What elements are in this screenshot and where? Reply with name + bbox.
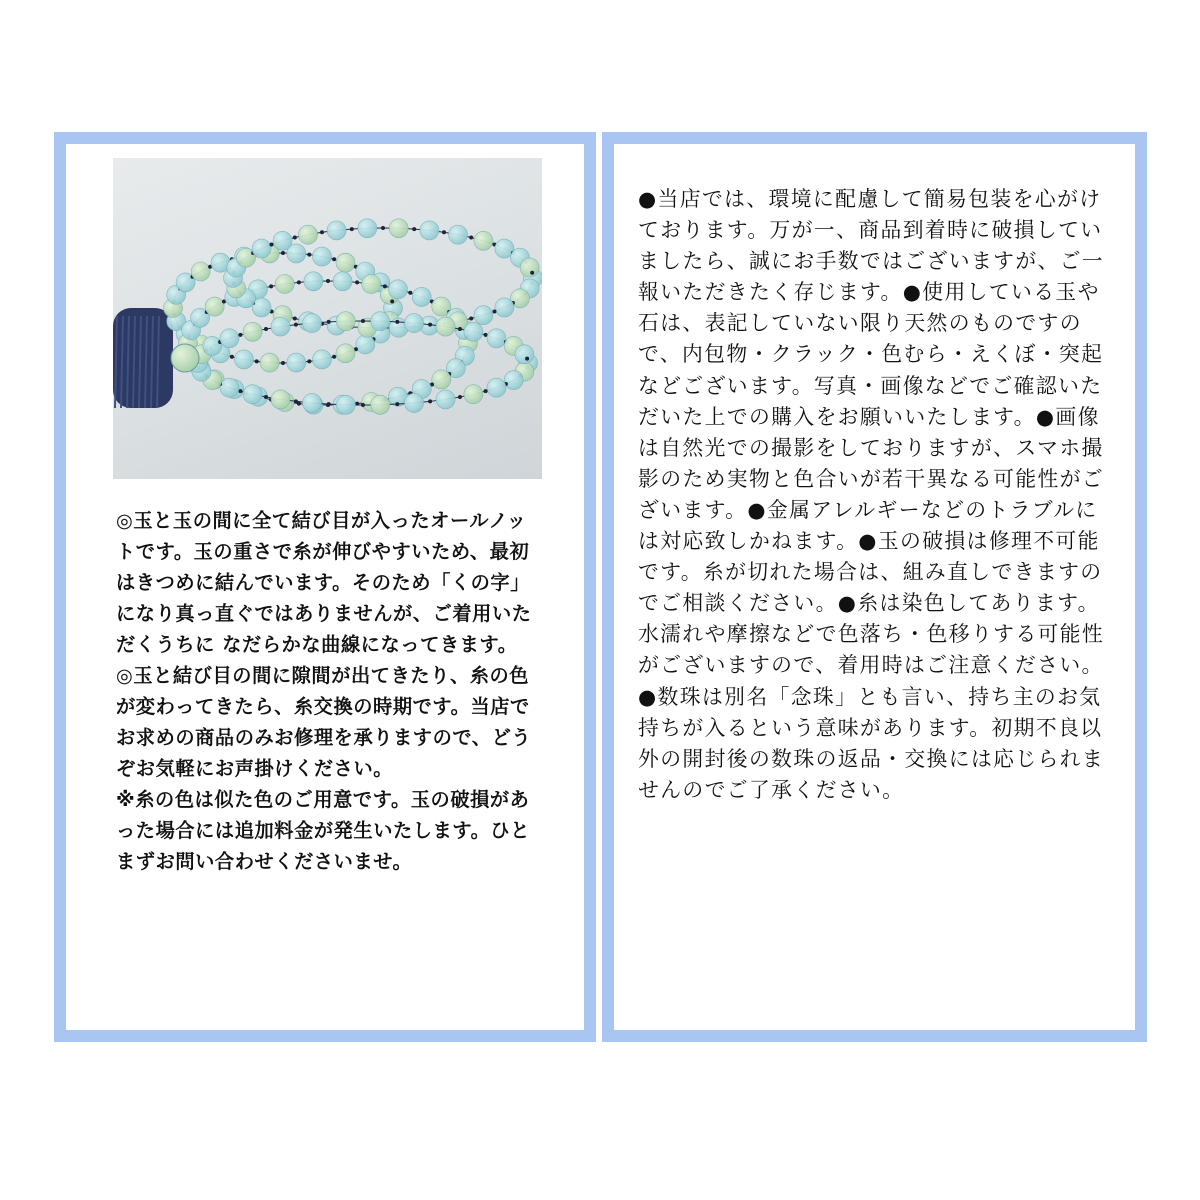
left-panel [54, 132, 596, 1042]
left-paragraph-3: ※糸の色は似た色のご用意です。玉の破損があった場合には追加料金が発生いたします。ひとまずお問い合わせくださいませ。 [116, 788, 531, 873]
right-notes [638, 184, 1108, 806]
left-paragraph-1: ◎玉と玉の間に全て結び目が入ったオールノットです。玉の重さで糸が伸びやすいため、最初はきつめに結んでいます。そのため「くの字」になり真っ直ぐではありませんが、ご着用いただくうちに なだらかな曲線になってきます。 [116, 509, 532, 656]
main-bead [171, 344, 199, 372]
tassel [113, 308, 173, 408]
left-panel-inner [66, 144, 584, 1030]
product-photo [113, 158, 542, 479]
left-description [116, 505, 541, 877]
right-panel-inner [614, 144, 1135, 1030]
right-panel [602, 132, 1147, 1042]
bead-necklace-image [113, 158, 542, 479]
left-paragraph-2: ◎玉と結び目の間に隙間が出てきたり、糸の色が変わってきたら、糸交換の時期です。当店でお求めの商品のみお修理を承りますので、どうぞお気軽にお声掛けください。 [116, 664, 532, 780]
right-notes-text: ●当店では、環境に配慮して簡易包装を心がけております。万が一、商品到着時に破損していましたら、誠にお手数ではございますが、ご一報いただきたく存じます。●使用している玉や石は、表記していない限り天然のものですので、内包物・クラック・色むら・えくぼ・突起などございます。写真・画像などでご確認いただいた上での購入をお願いいたします。●画像は自然光での撮影をしておりますが、スマホ撮影のため実物と色合いが若干異なる可能性がございます。●金属アレルギーなどのトラブルには対応致しかねます。●玉の破損は修理不可能です。糸が切れた場合は、組み直しできますのでご相談ください。●糸は染色してあります。水濡れや摩擦などで色落ち・色移りする可能性がございますので、着用時はご注意ください。●数珠は別名「念珠」とも言い、持ち主のお気持ちが入るという意味があります。初期不良以外の開封後の数珠の返品・交換には応じられませんのでご了承ください。 [638, 187, 1105, 802]
